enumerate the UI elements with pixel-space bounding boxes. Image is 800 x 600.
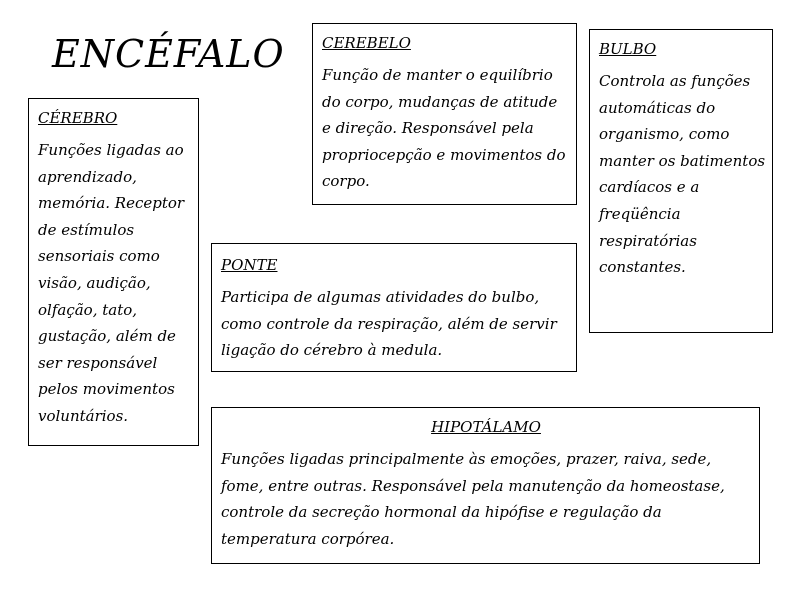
bulbo-box [589, 29, 773, 333]
bulbo-heading: BULBO [599, 40, 657, 58]
hipotalamo-heading: HIPOTÁLAMO [431, 418, 541, 436]
cerebelo-description: Função de manter o equilíbrio do corpo, mudanças de atitude e direção. Responsável pela propriocepção e movimentos do corpo. [322, 66, 566, 191]
page-title: ENCÉFALO [52, 32, 285, 76]
bulbo-description: Controla as funções automáticas do organismo, como manter os batimentos cardíacos e a freqüência respiratórias constantes. [599, 72, 766, 277]
cerebelo-box [312, 23, 577, 205]
hipotalamo-description: Funções ligadas principalmente às emoções, prazer, raiva, sede, fome, entre outras. Responsável pela manutenção da homeostase, controle da secreção hormonal da hipófise e regulação da temperatura corpórea. [221, 450, 725, 548]
hipotalamo-box [211, 407, 760, 564]
cerebro-heading: CÉREBRO [38, 109, 118, 127]
cerebro-description: Funções ligadas ao aprendizado, memória. Receptor de estímulos sensoriais como visão, audição, olfação, tato, gustação, além de ser responsável pelos movimentos voluntários. [38, 141, 185, 425]
ponte-box [211, 243, 577, 372]
cerebro-box [28, 98, 199, 446]
cerebelo-heading: CEREBELO [322, 34, 411, 52]
ponte-description: Participa de algumas atividades do bulbo, como controle da respiração, além de servir ligação do cérebro à medula. [221, 288, 557, 360]
ponte-heading: PONTE [221, 256, 278, 274]
